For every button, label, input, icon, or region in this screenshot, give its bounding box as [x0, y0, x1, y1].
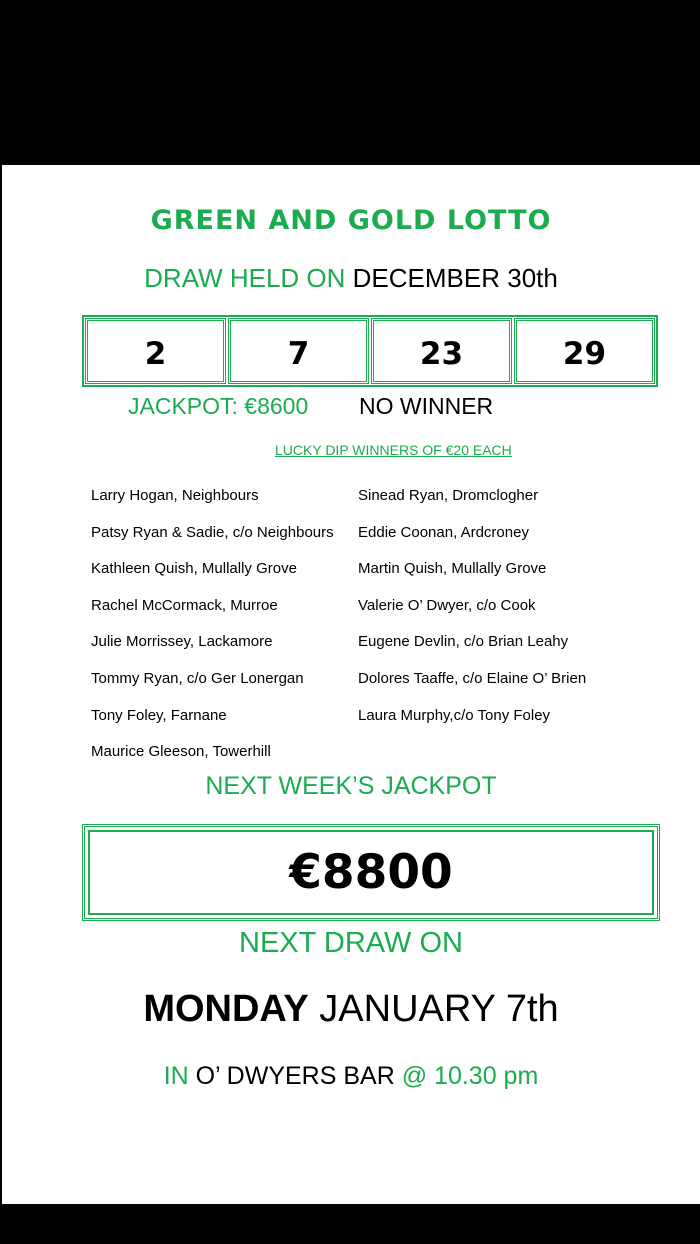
- winner-item: Eugene Devlin, c/o Brian Leahy: [358, 633, 569, 651]
- winner-item: Patsy Ryan & Sadie, c/o Neighbours: [91, 523, 334, 541]
- venue-line: [2, 1062, 700, 1091]
- page-title: GREEN AND GOLD LOTTO: [150, 205, 552, 236]
- winner-item: Rachel McCormack, Murroe: [91, 596, 278, 614]
- next-draw-date: [2, 988, 700, 1031]
- next-jackpot-box: [82, 824, 660, 921]
- next-jackpot-amount: €8800: [289, 845, 453, 900]
- next-draw-label: NEXT DRAW ON: [239, 927, 463, 959]
- winner-item: Maurice Gleeson, Towerhill: [91, 743, 271, 761]
- winner-item: Tony Foley, Farnane: [91, 706, 227, 724]
- winner-item: Larry Hogan, Neighbours: [91, 487, 259, 504]
- winning-number: 29: [514, 318, 655, 384]
- winning-number: 7: [228, 318, 369, 384]
- venue-prefix: IN: [163, 1062, 189, 1090]
- jackpot-label: JACKPOT: €8600: [128, 393, 309, 419]
- winners-left-column: [91, 478, 334, 771]
- lotto-notice: [2, 165, 700, 1204]
- draw-held-prefix: DRAW HELD ON: [144, 263, 346, 293]
- next-draw-date-text: JANUARY 7th: [319, 988, 559, 1030]
- winners-right-column: [358, 478, 586, 734]
- jackpot-result: NO WINNER: [359, 393, 494, 419]
- next-jackpot-label: NEXT WEEK’S JACKPOT: [205, 772, 497, 800]
- draw-held-date: DECEMBER 30th: [352, 263, 558, 293]
- draw-held-line: [2, 263, 700, 294]
- winner-item: Martin Quish, Mullally Grove: [358, 560, 547, 578]
- winner-item: Julie Morrissey, Lackamore: [91, 633, 273, 651]
- winner-item: Eddie Coonan, Ardcroney: [358, 523, 529, 541]
- winner-item: Laura Murphy,c/o Tony Foley: [358, 706, 551, 724]
- draw-time: @ 10.30 pm: [401, 1062, 539, 1090]
- winner-item: Tommy Ryan, c/o Ger Lonergan: [91, 669, 304, 687]
- next-draw-day: MONDAY: [143, 988, 309, 1030]
- winner-item: Valerie O’ Dwyer, c/o Cook: [358, 596, 536, 614]
- winning-number: 23: [371, 318, 512, 384]
- winner-item: Kathleen Quish, Mullally Grove: [91, 560, 297, 578]
- venue-name: O’ DWYERS BAR: [195, 1062, 395, 1090]
- winning-number: 2: [85, 318, 226, 384]
- winner-item: Dolores Taaffe, c/o Elaine O’ Brien: [358, 669, 587, 687]
- winning-numbers: [82, 315, 658, 387]
- winner-item: Sinead Ryan, Dromclogher: [358, 487, 539, 504]
- lucky-dip-heading: LUCKY DIP WINNERS OF €20 EACH: [275, 442, 512, 458]
